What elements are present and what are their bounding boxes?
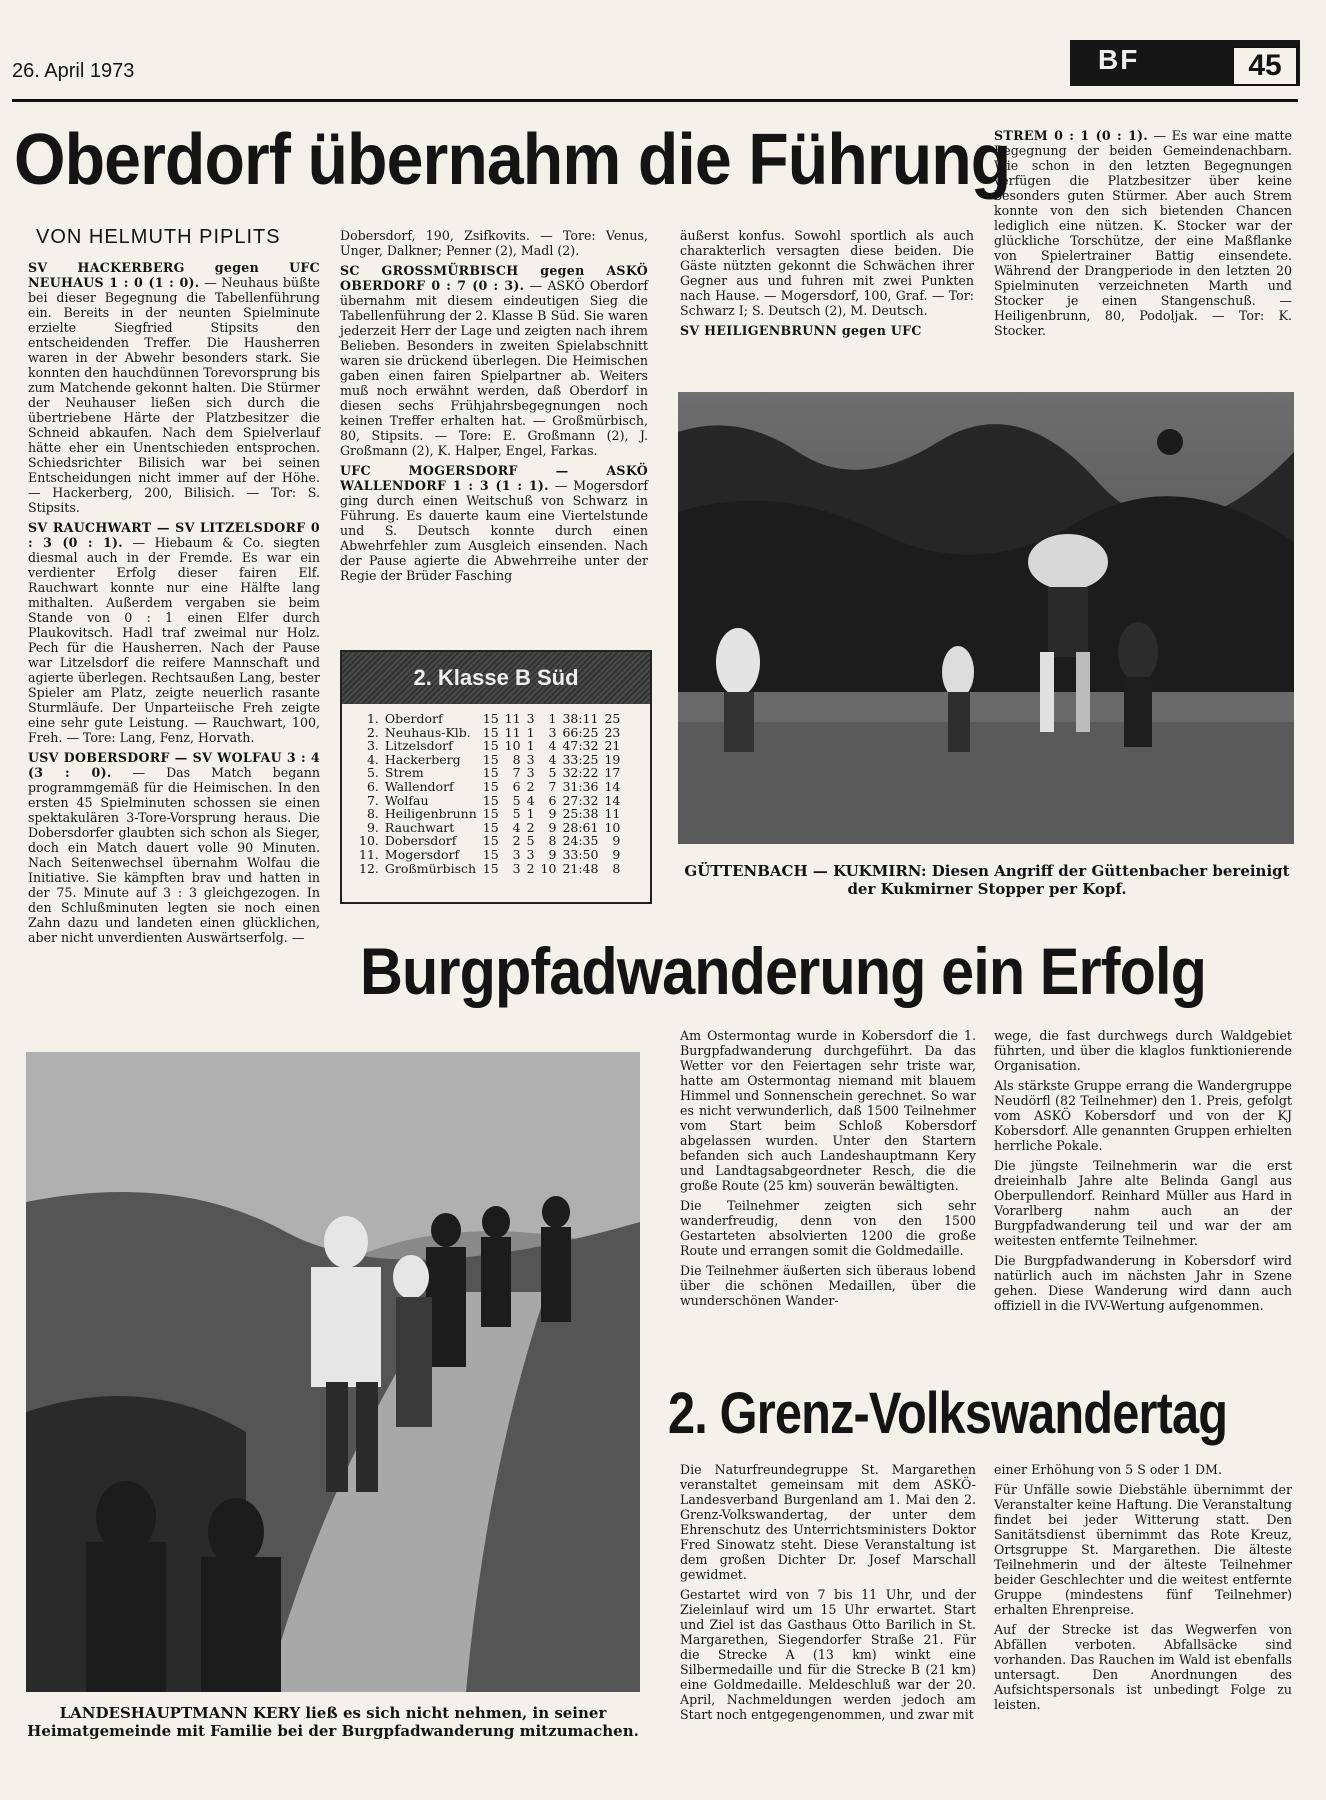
standings-row — [356, 807, 623, 821]
standings-cell: 1 — [526, 738, 535, 754]
standings-cell: 9 — [612, 833, 621, 849]
standings-cell: 15 — [482, 819, 499, 835]
standings-row — [356, 862, 623, 876]
standings-cell: 3. — [366, 738, 379, 754]
match-report: USV DOBERSDORF — SV WOLFAU 3 : 4 (3 : 0). — Das Match begann programmgemäß für die Heimischen. In den ersten 45 Spielminuten schossen sie einen spektakulären 3-Tore-Vorsprung heraus. Die Dobersdorfer glaubten sich schon als Sieger, doch ein Match dauert volle 90 Minuten. Nach Seitenwechsel übernahm Wolfau die Initiative. Sie kämpften brav und hatten in der 75. Minute auf 3 : 3 gleichgezogen. In den Schlußminuten legten sie noch einen Zahn dazu und landeten einen glücklichen, aber nicht unverdienten Auswärtserfolg. — — [28, 750, 320, 945]
team-name: Oberdorf — [384, 711, 443, 726]
standings-cell: 25:38 — [562, 806, 599, 822]
standings-cell: 9 — [612, 846, 621, 862]
article1-column-2 — [340, 228, 648, 588]
standings-cell: 15 — [482, 846, 499, 862]
section-label: BF — [1098, 44, 1140, 75]
team-name: Hackerberg — [384, 751, 461, 767]
standings-cell: 9. — [366, 819, 379, 835]
standings-cell: 2. — [366, 724, 379, 740]
team-name: Heiligenbrunn — [384, 806, 477, 822]
article2-column-2: wege, die fast durchwegs durch Waldgebiet führten, und über die klaglos funktionierende Organisation. Als stärkste Gruppe errang die Wandergruppe Neudörfl (82 Teilnehmer) den 1. Preis, gefolgt vom ASKÖ Kobersdorf und von der KJ Kobersdorf. Alle genannten Gruppen erhielten herrliche Pokale. Die jüngste Teilnehmerin war die erst dreieinhalb Jahre alte Belinda Gangl aus Oberpullendorf. Reinhard Müller aus Hard in Vorarlberg nahm auch an der Burgpfadwanderung teil und war der am weitesten entfernte Teilnehmer. Die Burgpfadwanderung in Kobersdorf wird natürlich auch im nächsten Jahr in Szene gehen. Diese Wanderung wird dann auch offiziell in die IVV-Wertung aufgenommen. — [994, 1028, 1292, 1313]
standings-cell: 31:36 — [562, 778, 599, 794]
match-report: STREM 0 : 1 (0 : 1). — Es war eine matte Begegnung der beiden Gemeindenachbarn. Wie schon in den letzten Begegnungen verfügen die Platzbesitzer über keine besonders guten Stürmer. Aber auch Strem konnte von den sich bietenden Chancen lediglich eine nützen. K. Stocker war der glückliche Torschütze, der eine Maßflanke von Spielertrainer Battig einsendete. Während der Drangperiode in den letzten 20 Spielminuten verzeichneten Marth und Stocker je einen Stangenschuß. — Heiligenbrunn, 80, Podoljak. — Tor: K. Stocker. — [994, 128, 1292, 338]
standings-cell: 15 — [482, 724, 499, 740]
standings-cell: 10 — [540, 860, 557, 876]
standings-cell: 27:32 — [562, 792, 599, 808]
standings-cell: 38:11 — [562, 711, 599, 726]
standings-cell: 10 — [504, 738, 521, 754]
standings-cell: 17 — [604, 765, 621, 781]
standings-cell: 15 — [482, 738, 499, 754]
standings-cell: 6. — [366, 778, 379, 794]
standings-cell: 15 — [482, 751, 499, 767]
match-report: SV RAUCHWART — SV LITZELSDORF 0 : 3 (0 : 1). — Hiebaum & Co. siegten diesmal auch in der Fremde. Es war ein verdienter Erfolg dieser fairen Elf. Rauchwart konnte nur eine Hälfte lang mithalten. Außerdem vergaben sie beim Stande von 0 : 1 einen Elfer durch Plaukovitsch. Hadl traf zweimal nur Holz. Pech für die Hausherren. Nach der Pause war Litzelsdorf die reifere Mannschaft und agierte überlegen. Rechtsaußen Lang, bester Spieler am Platz, zeigte neuerlich rasante Sturmläufe. Der Unparteiische Freh zeigte eine sehr gute Leistung. — Rauchwart, 100, Freh. — Tore: Lang, Fenz, Horvath. — [28, 520, 320, 745]
standings-cell: 23 — [604, 724, 621, 740]
match-report: Dobersdorf, 190, Zsifkovits. — Tore: Venus, Unger, Dalkner; Penner (2), Madl (2). — [340, 228, 648, 258]
standings-cell: 3 — [526, 751, 535, 767]
team-name: Großmürbisch — [384, 860, 477, 876]
standings-cell: 9 — [548, 806, 557, 822]
standings-cell: 14 — [604, 792, 621, 808]
article3-headline: 2. Grenz-Volkswandertag — [668, 1381, 1228, 1446]
article1-column-3 — [680, 228, 974, 343]
standings-row — [356, 766, 623, 780]
standings-cell: 25 — [604, 711, 621, 726]
standings-cell: 9 — [548, 819, 557, 835]
standings-cell: 2 — [526, 860, 535, 876]
standings-cell: 33:25 — [562, 751, 599, 767]
standings-cell: 5 — [526, 833, 535, 849]
team-name: Strem — [384, 765, 424, 781]
standings-cell: 4 — [526, 792, 535, 808]
standings-cell: 11 — [504, 724, 521, 740]
standings-cell: 2 — [526, 819, 535, 835]
standings-cell: 15 — [482, 778, 499, 794]
issue-date: 26. April 1973 — [12, 60, 135, 82]
standings-cell: 3 — [526, 846, 535, 862]
standings-cell: 5 — [512, 806, 521, 822]
standings-cell: 32:22 — [562, 765, 599, 781]
standings-cell: 15 — [482, 833, 499, 849]
standings-cell: 8 — [612, 860, 621, 876]
standings-cell: 3 — [512, 860, 521, 876]
article3-column-2: einer Erhöhung von 5 S oder 1 DM. Für Unfälle sowie Diebstähle übernimmt der Veranstalter keine Haftung. Die Veranstaltung findet bei jeder Witterung statt. Den Sanitätsdienst übernimmt das Rote Kreuz, Ortsgruppe St. Margarethen. Die älteste Teilnehmerin und der älteste Teilnehmer beider Geschlechter und die weitest entfernte Gruppe (mindestens fünf Teilnehmer) erhalten Ehrenpreise. Auf der Strecke ist das Wegwerfen von Abfällen verboten. Abfallsäcke sind vorhanden. Das Rauchen im Wald ist ebenfalls untersagt. Den Anordnungen des Aufsichtspersonals ist unbedingt Folge zu leisten. — [994, 1462, 1292, 1712]
standings-cell: 2 — [512, 833, 521, 849]
standings-row — [356, 834, 623, 848]
team-name: Neuhaus-Klb. — [384, 724, 471, 740]
standings-cell: 3 — [512, 846, 521, 862]
team-name: Mogersdorf — [384, 846, 460, 862]
standings-cell: 4 — [548, 751, 557, 767]
article1-column-1 — [28, 260, 320, 950]
standings-cell: 8 — [512, 751, 521, 767]
standings-cell: 15 — [482, 792, 499, 808]
football-photo-caption: GÜTTENBACH — KUKMIRN: Diesen Angriff der Güttenbacher bereinigt der Kukmirner Stopper per Kopf. — [684, 862, 1290, 898]
standings-cell: 19 — [604, 751, 621, 767]
header-rule — [12, 99, 1298, 102]
standings-cell: 33:50 — [562, 846, 599, 862]
match-report: SV HEILIGENBRUNN gegen UFC — [680, 323, 922, 338]
standings-cell: 9 — [548, 846, 557, 862]
hiking-photo — [26, 1052, 640, 1692]
standings-cell: 7 — [512, 765, 521, 781]
standings-cell: 11. — [359, 846, 379, 862]
standings-cell: 66:25 — [562, 724, 599, 740]
standings-cell: 10 — [604, 819, 621, 835]
standings-cell: 3 — [526, 765, 535, 781]
standings-title: 2. Klasse B Süd — [342, 652, 650, 704]
standings-cell: 15 — [482, 806, 499, 822]
standings-cell: 3 — [548, 724, 557, 740]
article1-byline: VON HELMUTH PIPLITS — [36, 226, 281, 248]
standings-cell: 1 — [526, 724, 535, 740]
standings-grid — [356, 712, 623, 875]
standings-cell: 2 — [526, 778, 535, 794]
standings-cell: 21:48 — [562, 860, 599, 876]
standings-cell: 14 — [604, 778, 621, 794]
hiking-photo-caption: LANDESHAUPTMANN KERY ließ es sich nicht nehmen, in seiner Heimatgemeinde mit Familie bei der Burgpfadwanderung mitzumachen. — [27, 1704, 639, 1740]
standings-cell: 6 — [512, 778, 521, 794]
standings-cell: 15 — [482, 711, 499, 726]
standings-table — [340, 650, 652, 904]
standings-cell: 4. — [366, 751, 379, 767]
match-report: SV HACKERBERG gegen UFC NEUHAUS 1 : 0 (1 : 0). — Neuhaus büßte bei dieser Begegnung die Tabellenführung ein. Bereits in der neunten Spielminute erzielte Siegfried Stipsits den entscheidenden Treffer. Die Hausherren waren in der Abwehr besonders stark. Sie konnten den hauchdünnen Torevorsprung bis zum Matchende gekonnt halten. Die Stürmer der Neuhauser ließen sich durch die übertriebene Härte der Platzbesitzer die Schneid abkaufen. Nach dem Spielverlauf hätte eher ein Unentschieden entsprochen. Schiedsrichter Bilisich war bei seinen Entscheidungen nicht immer auf der Höhe. — Hackerberg, 200, Bilisich. — Tor: S. Stipsits. — [28, 260, 320, 515]
standings-cell: 3 — [526, 711, 535, 726]
team-name: Wolfau — [384, 792, 429, 808]
standings-cell: 8. — [366, 806, 379, 822]
standings-cell: 24:35 — [562, 833, 599, 849]
standings-row — [356, 739, 623, 753]
standings-cell: 1. — [366, 711, 379, 726]
page-number: 45 — [1232, 46, 1298, 86]
standings-cell: 21 — [604, 738, 621, 754]
standings-row — [356, 726, 623, 740]
standings-row — [356, 753, 623, 767]
standings-cell: 12. — [359, 860, 379, 876]
standings-cell: 11 — [604, 806, 621, 822]
standings-row — [356, 712, 623, 726]
article2-headline: Burgpfadwanderung ein Erfolg — [360, 934, 1206, 1008]
football-photo — [678, 392, 1294, 844]
article3-column-1: Die Naturfreundegruppe St. Margarethen veranstaltet gemeinsam mit dem ASKÖ-Landesverband Burgenland am 1. Mai den 2. Grenz-Volkswandertag, der unter dem Ehrenschutz des Unterrichtsministers Doktor Fred Sinowatz steht. Diese Veranstaltung ist dem großen Dichter Dr. Josef Marschall gewidmet. Gestartet wird von 7 bis 11 Uhr, und der Zieleinlauf wird um 15 Uhr erwartet. Start und Ziel ist das Gasthaus Otto Barilich in St. Margarethen, Siegendorfer Straße 21. Für die Strecke A (13 km) winkt eine Silbermedaille und für die Strecke B (21 km) eine Goldmedaille. Meldeschluß war der 20. April, Nachmeldungen werden jedoch am Start noch entgegengenommen, und zwar mit — [680, 1462, 976, 1722]
standings-cell: 11 — [504, 711, 521, 726]
team-name: Dobersdorf — [384, 833, 457, 849]
standings-cell: 28:61 — [562, 819, 599, 835]
standings-cell: 10. — [359, 833, 379, 849]
standings-cell: 7 — [548, 778, 557, 794]
standings-cell: 15 — [482, 860, 499, 876]
standings-cell: 5 — [548, 765, 557, 781]
standings-row — [356, 821, 623, 835]
standings-row — [356, 794, 623, 808]
standings-row — [356, 780, 623, 794]
article2-column-1: Am Ostermontag wurde in Kobersdorf die 1. Burgpfadwanderung durchgeführt. Da das Wetter vor den Feiertagen sehr triste war, hatte am Ostermontag niemand mit blauem Himmel und Sonnenschein gerechnet. So war es nicht verwunderlich, daß 1500 Teilnehmer vom Start beim Schloß Kobersdorf abgelassen wurden. Unter den Startern befanden sich auch Landeshauptmann Kery und Landtagsabgeordneter Resch, die die große Route (25 km) souverän bewältigten. Die Teilnehmer zeigten sich sehr wanderfreudig, denn von den 1500 Gestarteten absolvierten 1200 die große Route und errangen somit die Goldmedaille. Die Teilnehmer äußerten sich überaus lobend über die schönen Medaillen, über die wunderschönen Wander- — [680, 1028, 976, 1308]
standings-cell: 7. — [366, 792, 379, 808]
team-name: Rauchwart — [384, 819, 455, 835]
match-report: äußerst konfus. Sowohl sportlich als auch charakterlich versagten diese beiden. Die Gäste nützten gekonnt die Schwächen ihrer Gegner aus und fuhren mit zwei Punkten nach Hause. — Mogersdorf, 100, Graf. — Tor: Schwarz I; S. Deutsch (2), M. Deutsch. — [680, 228, 974, 318]
team-name: Litzelsdorf — [384, 738, 453, 754]
standings-cell: 5. — [366, 765, 379, 781]
standings-cell: 4 — [548, 738, 557, 754]
standings-row — [356, 848, 623, 862]
standings-cell: 15 — [482, 765, 499, 781]
standings-cell: 47:32 — [562, 738, 599, 754]
article1-column-4 — [994, 128, 1292, 343]
standings-cell: 5 — [512, 792, 521, 808]
match-report: SC GROSSMÜRBISCH gegen ASKÖ OBERDORF 0 : 7 (0 : 3). — ASKÖ Oberdorf übernahm mit diesem eindeutigen Sieg die Tabellenführung der 2. Klasse B Süd. Sie waren jederzeit Herr der Lage und zeigten nach ihrem Belieben. Besonders in zweiten Spielabschnitt waren sie drückend überlegen. Die Heimischen gaben einen fairen Spielpartner ab. Weiters muß noch erwähnt werden, daß Oberdorf in diesen sechs Frühjahrsbegegnungen noch keinen Treffer erhalten hat. — Großmürbisch, 80, Stipsits. — Tore: E. Großmann (2), J. Großmann (2), K. Halper, Engel, Farkas. — [340, 263, 648, 458]
standings-cell: 6 — [548, 792, 557, 808]
standings-cell: 1 — [526, 806, 535, 822]
team-name: Wallendorf — [384, 778, 454, 794]
standings-cell: 1 — [548, 711, 557, 726]
standings-cell: 4 — [512, 819, 521, 835]
standings-cell: 8 — [548, 833, 557, 849]
article1-headline: Oberdorf übernahm die Führung — [14, 120, 1011, 200]
match-report: UFC MOGERSDORF — ASKÖ WALLENDORF 1 : 3 (1 : 1). — Mogersdorf ging durch einen Weitschuß von Schwarz in Führung. Es dauerte kaum eine Viertelstunde und S. Deutsch konnte durch einen Abwehrfehler zum Ausgleich einsenden. Nach der Pause agierte die Abwehrreihe unter der Regie der Brüder Fasching — [340, 463, 649, 583]
